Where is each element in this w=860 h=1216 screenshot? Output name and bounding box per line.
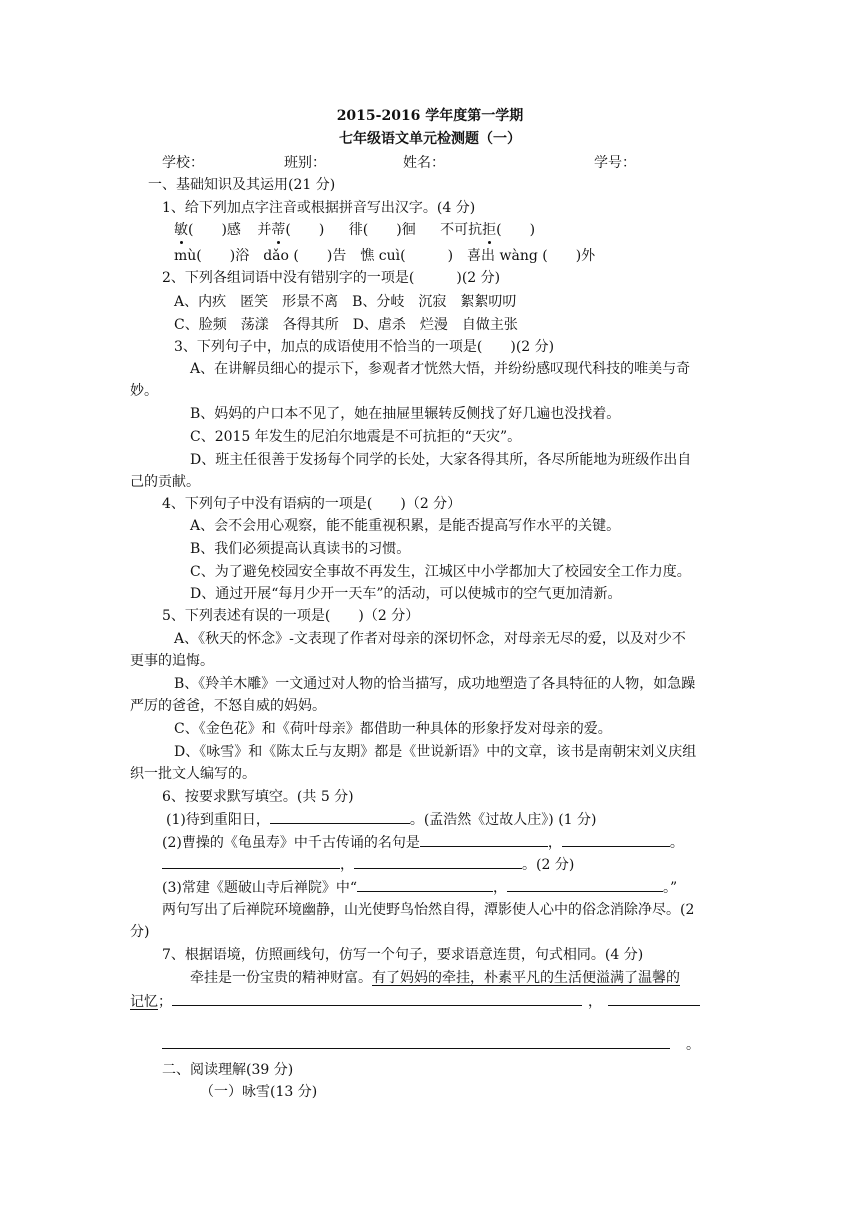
exam-paper-title: 七年级语文单元检测题（一）: [339, 131, 521, 147]
q3-option-b: B、妈妈的户口本不见了，她在抽屉里辗转反侧找了好几遍也没找着。: [190, 406, 621, 422]
q7-text: ；: [158, 994, 172, 1010]
q5-option-b: B、《羚羊木雕》一文通过对人物的恰当描写，成功地塑造了各具特征的人物，如急躁: [174, 676, 696, 692]
q6-item3: [162, 877, 677, 898]
q5-option-b-cont: 严厉的爸爸，不怒自威的妈妈。: [130, 698, 326, 714]
q6-text: 。: [669, 835, 684, 851]
q6-item3-note-cont: 分): [130, 924, 150, 940]
q1-row1-text: 并: [257, 222, 272, 238]
q1-dotted-char: 拒: [482, 222, 497, 238]
q3-option-a-cont: 妙。: [130, 383, 158, 399]
q1-row1-text: ( ): [285, 222, 325, 238]
q6-answer-blank-6[interactable]: [357, 877, 493, 892]
q2-options-1: A、内疚 匿笑 形景不离 B、分岐 沉寂 絮絮叨叨: [174, 294, 517, 310]
q6-text: ，: [547, 835, 562, 851]
q1-row1-text: ( ): [496, 222, 536, 238]
q1-row1-text: 不可抗: [440, 222, 483, 238]
part2-heading: 二、阅读理解(39 分): [162, 1062, 294, 1078]
part1-heading: 一、基础知识及其运用(21 分): [148, 177, 336, 193]
q5-option-a-cont: 更事的追悔。: [130, 653, 214, 669]
q7-model-sentence: 有了妈妈的牵挂，朴素平凡的生活便溢满了温馨的: [372, 970, 680, 986]
q2-options-2: C、脸频 荡漾 各得其所 D、虐杀 烂漫 自做主张: [174, 317, 518, 333]
q5-option-d-cont: 织一批文人编写的。: [130, 766, 256, 782]
q6-text: 。(孟浩然《过故人庄》) (1 分): [409, 812, 597, 828]
q6-answer-blank-4[interactable]: [162, 854, 340, 869]
q6-text: 。”: [663, 880, 678, 896]
q7-answer-line: [162, 1034, 700, 1055]
q7-text: 牵挂是一份宝贵的精神财富。: [190, 970, 372, 986]
exam-term-title: 2015-2016 学年度第一学期: [336, 108, 524, 124]
name-field-label: 姓名：: [403, 155, 445, 171]
q1-row1-text: 徘: [348, 222, 363, 238]
q6-item2-cont: [162, 854, 574, 875]
part2-subheading: （一）咏雪(13 分): [200, 1084, 318, 1100]
q6-text: ，: [493, 880, 507, 896]
q1-stem: 1、给下列加点字注音或根据拼音写出汉字。(4 分): [162, 200, 476, 216]
q1-row1: [174, 220, 535, 240]
q6-stem: 6、按要求默写填空。(共 5 分): [162, 789, 354, 805]
q6-answer-blank-1[interactable]: [270, 809, 410, 824]
q3-option-d: D、班主任很善于发扬每个同学的长处，大家各得其所，各尽所能地为班级作出自: [190, 452, 692, 468]
q7-answer-blank-2[interactable]: [608, 991, 700, 1006]
q7-prompt: [190, 968, 680, 988]
q4-option-a: A、会不会用心观察，能不能重视积累，是能否提高写作水平的关键。: [190, 518, 621, 534]
q6-item3-note: 两句写出了后禅院环境幽静，山光使野鸟怡然自得，潭影使人心中的俗念消除净尽。(2: [162, 902, 695, 918]
q6-text: (1)待到重阳日，: [166, 812, 270, 828]
school-field-label: 学校：: [162, 155, 204, 171]
q7-model-sentence-cont: 记忆: [130, 994, 158, 1010]
q7-answer-blank-3[interactable]: [162, 1034, 670, 1049]
q3-option-c: C、2015 年发生的尼泊尔地震是不可抗拒的“天灾”。: [190, 429, 522, 445]
q6-item2: [162, 832, 684, 853]
q1-row2: mù( )浴 dǎo ( )告 憔 cuì( ) 喜出 wàng ( )外: [174, 248, 596, 264]
q4-option-d: D、通过开展“每月少开一天车”的活动，可以使城市的空气更加清新。: [190, 586, 622, 602]
q7-answer-blank-1[interactable]: [172, 991, 582, 1006]
q1-row1-text: ( )徊: [362, 222, 416, 238]
q4-stem: 4、下列句子中没有语病的一项是( )（2 分）: [162, 496, 462, 512]
q6-text: (2)曹操的《龟虽寿》中千古传诵的名句是: [162, 835, 420, 851]
q4-option-c: C、为了避免校园安全事故不再发生，江城区中小学都加大了校园安全工作力度。: [190, 564, 691, 580]
q7-prompt-cont: [130, 991, 700, 1012]
q7-text: ，: [588, 994, 602, 1010]
q1-dotted-char: 蒂: [271, 222, 286, 238]
q6-text: 。(2 分): [522, 857, 575, 873]
q3-option-a: A、在讲解员细心的提示下，参观者才恍然大悟，并纷纷感叹现代科技的唯美与奇: [190, 361, 691, 377]
q5-option-a: A、《秋天的怀念》-文表现了作者对母亲的深切怀念，对母亲无尽的爱，以及对少不: [174, 631, 686, 647]
q3-stem: 3、下列句子中，加点的成语使用不恰当的一项是( )(2 分): [174, 339, 555, 355]
q6-text: (3)常建《题破山寺后禅院》中“: [162, 880, 357, 896]
q1-dotted-char: 敏: [174, 222, 188, 238]
q1-row1-text: ( )感: [188, 222, 241, 238]
q6-answer-blank-3[interactable]: [562, 832, 670, 847]
q2-stem: 2、下列各组词语中没有错别字的一项是( )(2 分): [162, 270, 501, 286]
number-field-label: 学号：: [594, 155, 636, 171]
q5-stem: 5、下列表述有误的一项是( )（2 分）: [162, 608, 420, 624]
q7-stem: 7、根据语境，仿照画线句，仿写一个句子，要求语意连贯，句式相同。(4 分): [162, 947, 644, 963]
q6-answer-blank-7[interactable]: [507, 877, 663, 892]
q5-option-d: D、《咏雪》和《陈太丘与友期》都是《世说新语》中的文章，该书是南朝宋刘义庆组: [174, 744, 697, 760]
q6-answer-blank-2[interactable]: [420, 832, 548, 847]
class-field-label: 班别：: [284, 155, 326, 171]
q6-item1: [166, 809, 597, 830]
q4-option-b: B、我们必须提高认真读书的习惯。: [190, 541, 411, 557]
q5-option-c: C、《金色花》和《荷叶母亲》都借助一种具体的形象抒发对母亲的爱。: [174, 721, 612, 737]
q6-answer-blank-5[interactable]: [354, 854, 522, 869]
q7-text: 。: [686, 1037, 700, 1053]
q6-text: ，: [340, 857, 354, 873]
q3-option-d-cont: 己的贡献。: [130, 474, 200, 490]
